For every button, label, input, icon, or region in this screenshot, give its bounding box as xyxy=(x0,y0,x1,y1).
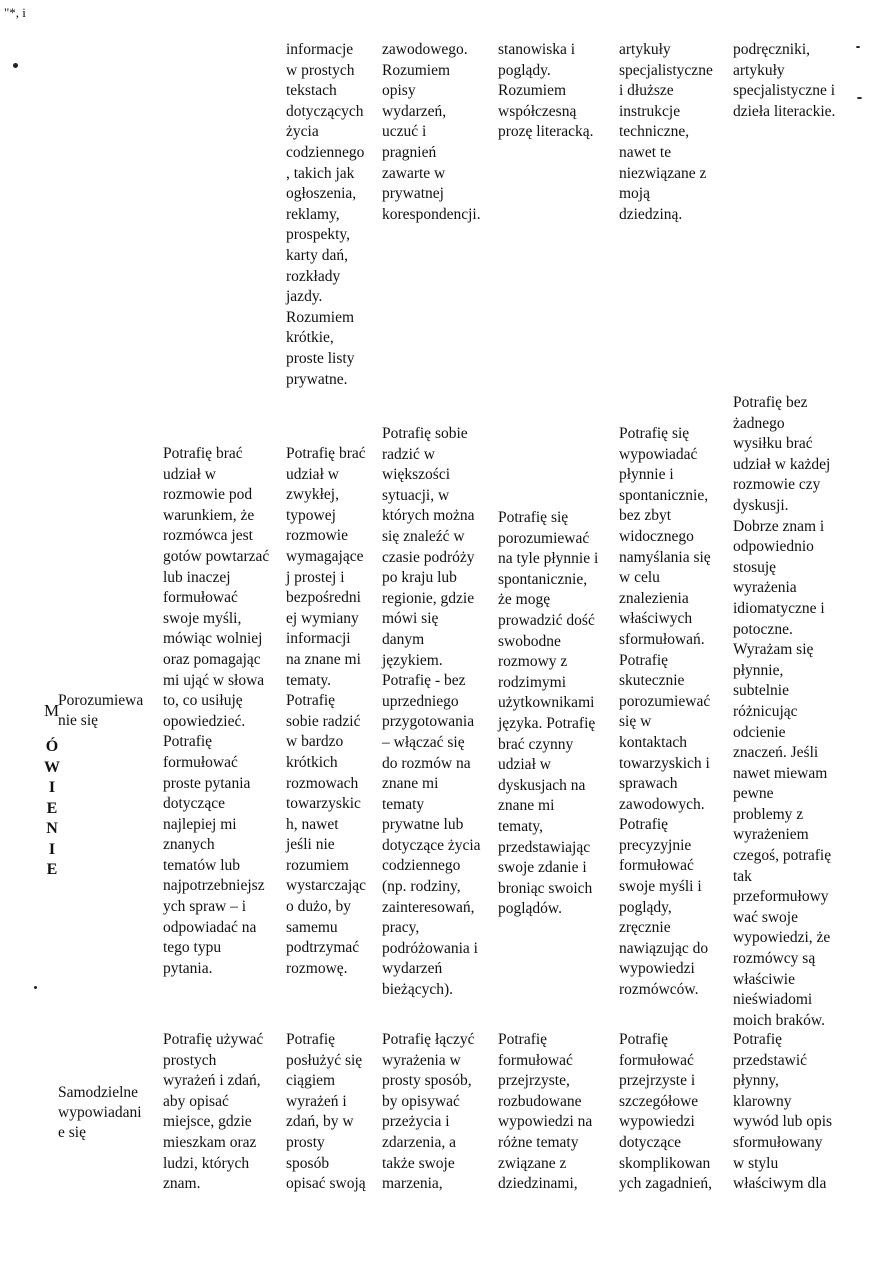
vertical-letter: W xyxy=(44,758,60,776)
production-cell-level-3: Potrafię łączyć wyrażenia w prosty sposób, by opisywać przeżycia i zdarzenia, a także swoje marzenia, xyxy=(382,1031,475,1193)
production-cell-level-2: Potrafię posłużyć się ciągiem wyrażeń i zdań, by w prosty sposób opisać swoją xyxy=(286,1031,366,1193)
production-cell-level-4: Potrafię formułować przejrzyste, rozbudowane wypowiedzi na różne tematy związane z dziedzinami, xyxy=(498,1031,593,1193)
speaking-cell-level-1: Potrafię brać udział w rozmowie pod warunkiem, że rozmówca jest gotów powtarzać lub inaczej formułować swoje myśli, mówiąc wolniej oraz pomagając mi ująć w słowa to, co usiłuję opowiedzieć. Potrafię formułować proste pytania dotyczące najlepiej mi znanych tematów lub najpotrzebniejsz ych spraw – i odpowiadać na tego typu pytania. xyxy=(163,445,270,977)
speck xyxy=(13,63,18,68)
vertical-letter: I xyxy=(48,840,56,858)
speaking-cell-level-5: Potrafię się wypowiadać płynnie i spontanicznie, bez zbyt widocznego namyślania się w celu znalezienia właściwych sformułowań. Potrafię skutecznie porozumiewać się w kontaktach towarzyskich i sprawach zawodowych. Potrafię precyzyjnie formułować swoje myśli i poglądy, zręcznie nawiązując do wypowiedzi rozmówców. xyxy=(619,425,711,999)
reading-cell-level-4: stanowiska i poglądy. Rozumiem współczesną prozę literacką. xyxy=(498,41,594,141)
reading-cell-level-3: zawodowego. Rozumiem opisy wydarzeń, uczuć i pragnień zawarte w prywatnej korespondencji. xyxy=(382,41,481,223)
corner-mark: "*, i xyxy=(4,5,26,20)
speaking-cell-level-2: Potrafię brać udział w zwykłej, typowej rozmowie wymagające j prostej i bezpośredni ej wymiany informacji na znane mi tematy. Potrafię sobie radzić w bardzo krótkich rozmowach towarzyskic h, nawet jeśli nie rozumiem wystarczając o dużo, by samemu podtrzymać rozmowę. xyxy=(286,445,367,977)
production-cell-level-5: Potrafię formułować przejrzyste i szczegółowe wypowiedzi dotyczące skomplikowan ych zagadnień, xyxy=(619,1031,712,1193)
vertical-label-first-letter: M xyxy=(44,701,60,720)
reading-cell-level-6: podręczniki, artykuły specjalistyczne i dzieła literackie. xyxy=(733,41,836,120)
speaking-cell-level-3: Potrafię sobie radzić w większości sytuacji, w których można się znaleźć w czasie podróży po kraju lub regionie, gdzie mówi się danym językiem. Potrafię - bez uprzedniego przygotowania – włączać się do rozmów na znane mi tematy prywatne lub dotyczące życia codziennego (np. rodziny, zainteresowań, pracy, podróżowania i wydarzeń bieżących). xyxy=(382,425,481,999)
production-cell-level-1: Potrafię używać prostych wyrażeń i zdań, aby opisać miejsce, gdzie mieszkam oraz ludzi, których znam. xyxy=(163,1031,264,1193)
reading-cell-level-2: informacje w prostych tekstach dotyczących życia codziennego , takich jak ogłoszenia, reklamy, prospekty, karty dań, rozkłady jazdy. Rozumiem krótkie, proste listy prywatne. xyxy=(286,41,365,388)
production-cell-level-6: Potrafię przedstawić płynny, klarowny wywód lub opis sformułowany w stylu właściwym dla xyxy=(733,1031,833,1193)
vertical-letter: I xyxy=(48,779,56,796)
row-label-wypowiadanie: Samodzielne wypowiadani e się xyxy=(58,1084,142,1141)
speck xyxy=(34,986,37,989)
reading-cell-level-5: artykuły specjalistyczne i dłuższe instrukcje techniczne, nawet te niezwiązane z moją dziedziną. xyxy=(619,41,713,223)
row-label-porozumiewanie: Porozumiewa nie się xyxy=(58,692,144,729)
vertical-letter: E xyxy=(46,799,58,817)
vertical-letter: E xyxy=(46,861,58,878)
vertical-letter: N xyxy=(46,820,58,837)
vertical-letter: Ó xyxy=(45,738,59,755)
speaking-cell-level-4: Potrafię się porozumiewać na tyle płynnie i spontanicznie, że mogę prowadzić dość swobodne rozmowy z rodzimymi użytkownikami języka. Potrafię brać czynny udział w dyskusjach na znane mi tematy, przedstawiając swoje zdanie i broniąc swoich poglądów. xyxy=(498,509,599,918)
speaking-cell-level-6: Potrafię bez żadnego wysiłku brać udział w każdej rozmowie czy dyskusji. Dobrze znam i odpowiednio stosuję wyrażenia idiomatyczne i potoczne. Wyrażam się płynnie, subtelnie różnicując odcienie znaczeń. Jeśli nawet miewam pewne problemy z wyrażeniem czegoś, potrafię tak przeformułowy wać swoje wypowiedzi, że rozmówcy są właściwie nieświadomi moich braków. xyxy=(733,394,832,1029)
